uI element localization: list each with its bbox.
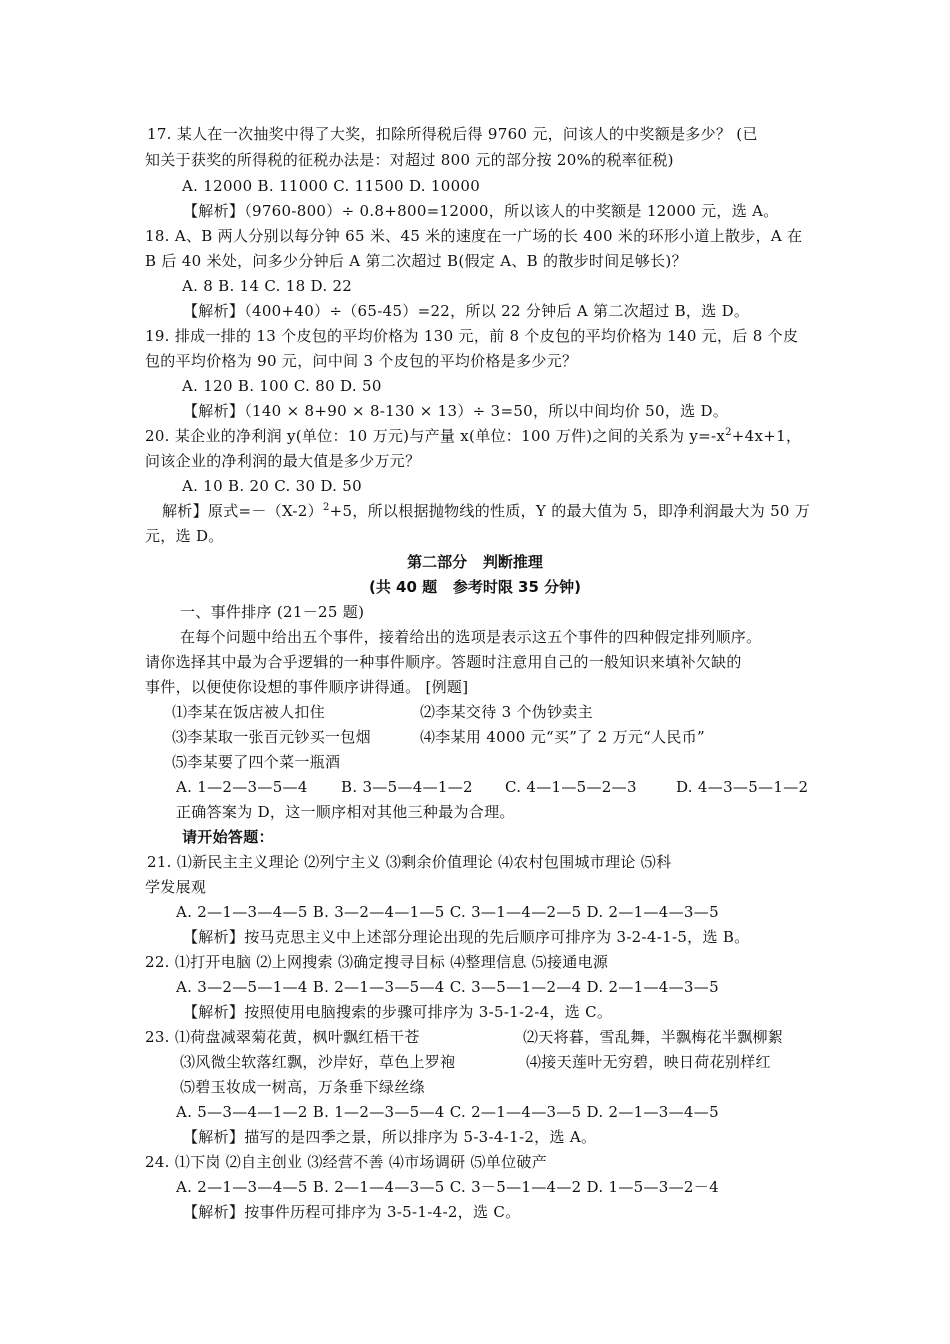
q19-line1: 19. 排成一排的 13 个皮包的平均价格为 130 元，前 8 个皮包的平均价格为 140 元，后 8 个皮 [145, 327, 799, 345]
intro-line2: 请你选择其中最为合乎逻辑的一种事件顺序。答题时注意用自己的一般知识来填补欠缺的 [145, 653, 742, 671]
intro-line1: 在每个问题中给出五个事件，接着给出的选项是表示这五个事件的四种假定排列顺序。 [180, 628, 762, 646]
part1-heading: 一、事件排序 (21－25 题) [180, 603, 365, 621]
section-title: 第二部分 判断推理 [407, 553, 543, 571]
q17-answer: 【解析】（9760-800）÷ 0.8+800=12000，所以该人的中奖额是 12000 元，选 A。 [183, 202, 779, 220]
example-event-2: ⑵李某交待 3 个伪钞卖主 [420, 703, 593, 721]
q22-answer: 【解析】按照使用电脑搜索的步骤可排序为 3-5-1-2-4，选 C。 [183, 1003, 613, 1021]
q24-line1: 24. ⑴下岗 ⑵自主创业 ⑶经营不善 ⑷市场调研 ⑸单位破产 [145, 1153, 547, 1171]
q22-line1: 22. ⑴打开电脑 ⑵上网搜索 ⑶确定搜寻目标 ⑷整理信息 ⑸接通电源 [145, 953, 609, 971]
example-event-5: ⑸李某要了四个菜一瓶酒 [172, 753, 341, 771]
q17-line2: 知关于获奖的所得税的征税办法是：对超过 800 元的部分按 20%的税率征税) [145, 151, 674, 169]
q23-line1a: 23. ⑴荷盘减翠菊花黄，枫叶飘红梧干苍 [145, 1028, 420, 1046]
q20-answer-line2: 元，选 D。 [145, 527, 224, 545]
q21-line2: 学发展观 [145, 878, 207, 896]
example-event-1: ⑴李某在饭店被人扣住 [172, 703, 326, 721]
q18-line1: 18. A、B 两人分别以每分钟 65 米、45 米的速度在一广场的长 400 米的环形小道上散步，A 在 [145, 227, 803, 245]
q19-line2: 包的平均价格为 90 元，问中间 3 个皮包的平均价格是多少元？ [145, 352, 578, 370]
start-prompt: 请开始答题： [182, 828, 274, 846]
example-option-d: D. 4—3—5—1—2 [676, 778, 809, 796]
q20-line2: 问该企业的净利润的最大值是多少万元？ [145, 452, 421, 470]
q18-answer: 【解析】（400+40）÷（65-45）=22，所以 22 分钟后 A 第二次超过 B，选 D。 [183, 302, 750, 320]
q23-options: A. 5—3—4—1—2 B. 1—2—3—5—4 C. 2—1—4—3—5 D. 2—1—3—4—5 [176, 1103, 719, 1121]
q24-options: A. 2—1—3—4—5 B. 2—1—4—3—5 C. 3－5—1—4—2 D. 1—5—3—2－4 [176, 1178, 719, 1196]
q21-options: A. 2—1—3—4—5 B. 3—2—4—1—5 C. 3—1—4—2—5 D. 2—1—4—3—5 [176, 903, 719, 921]
q23-line2b: ⑷接天莲叶无穷碧，映日荷花别样红 [526, 1053, 771, 1071]
q24-answer: 【解析】按事件历程可排序为 3-5-1-4-2，选 C。 [183, 1203, 521, 1221]
intro-line3: 事件，以便使你设想的事件顺序讲得通。 [例题] [145, 678, 469, 696]
q18-options: A. 8 B. 14 C. 18 D. 22 [182, 277, 353, 295]
q21-line1: 21. ⑴新民主主义理论 ⑵列宁主义 ⑶剩余价值理论 ⑷农村包围城市理论 ⑸科 [147, 853, 672, 871]
q23-line1b: ⑵天将暮，雪乱舞，半飘梅花半飘柳絮 [523, 1028, 784, 1046]
q17-options: A. 12000 B. 11000 C. 11500 D. 10000 [182, 177, 481, 195]
example-option-c: C. 4—1—5—2—3 [505, 778, 637, 796]
q23-line2a: ⑶风微尘软落红飘，沙岸好，草色上罗袍 [180, 1053, 456, 1071]
q20-options: A. 10 B. 20 C. 30 D. 50 [182, 477, 362, 495]
q23-answer: 【解析】描写的是四季之景，所以排序为 5-3-4-1-2，选 A。 [183, 1128, 597, 1146]
example-answer: 正确答案为 D，这一顺序相对其他三种最为合理。 [176, 803, 515, 821]
q18-line2: B 后 40 米处，问多少分钟后 A 第二次超过 B(假定 A、B 的散步时间足够长)？ [145, 252, 687, 270]
example-option-b: B. 3—5—4—1—2 [341, 778, 473, 796]
q19-answer: 【解析】（140 × 8+90 × 8-130 × 13）÷ 3=50，所以中间均价 50，选 D。 [183, 402, 729, 420]
example-event-4: ⑷李某用 4000 元“买”了 2 万元“人民币” [420, 728, 705, 746]
section-subtitle: (共 40 题 参考时限 35 分钟) [368, 578, 581, 596]
q23-line3: ⑸碧玉妆成一树高，万条垂下绿丝绦 [180, 1078, 425, 1096]
q19-options: A. 120 B. 100 C. 80 D. 50 [182, 377, 382, 395]
q17-line1: 17. 某人在一次抽奖中得了大奖，扣除所得税后得 9760 元，问该人的中奖额是多少？ (已 [147, 125, 758, 143]
example-event-3: ⑶李某取一张百元钞买一包烟 [172, 728, 371, 746]
example-option-a: A. 1—2—3—5—4 [176, 778, 308, 796]
q21-answer: 【解析】按马克思主义中上述部分理论出现的先后顺序可排序为 3-2-4-1-5，选 B。 [183, 928, 750, 946]
q20-answer: 解析】原式$=-(X-2)^2+5$，所以根据抛物线的性质，Y 的最大值为 5，即净利润最大为 50 万 [162, 502, 811, 520]
q20-line1: 20. 某企业的净利润 y(单位：10 万元)与产量 x(单位：100 万件)之间的关系为 $y=-x^2+4x+1$， [145, 427, 802, 445]
q22-options: A. 3—2—5—1—4 B. 2—1—3—5—4 C. 3—5—1—2—4 D. 2—1—4—3—5 [176, 978, 719, 996]
